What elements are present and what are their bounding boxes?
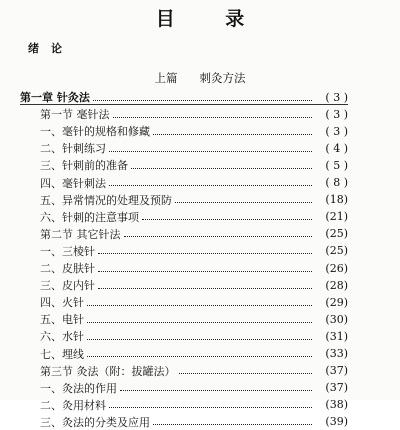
toc-entry[interactable]: [0, 192, 400, 208]
intro-heading: 绪论: [28, 42, 74, 55]
toc-leader-dots: [124, 236, 313, 237]
toc-leader-dots: [109, 151, 312, 152]
toc-entry[interactable]: [0, 157, 400, 173]
toc-entry-page: (25): [325, 244, 348, 258]
toc-entry[interactable]: [0, 294, 400, 310]
toc-entry-page: ( 8 ): [325, 176, 348, 189]
toc-entry[interactable]: [0, 106, 400, 122]
toc-entry-label: 一、灸法的作用: [40, 381, 117, 395]
toc-entry-page: (30): [325, 312, 348, 326]
toc-entry-page: (21): [325, 210, 348, 224]
toc-entry-page: (29): [325, 295, 348, 309]
toc-entry-page: ( 5 ): [325, 158, 348, 172]
toc-entry[interactable]: [0, 140, 400, 156]
toc-entry-label: 五、异常情况的处理及预防: [40, 193, 172, 207]
toc-leader-dots: [98, 271, 312, 272]
toc-entry-page: (33): [325, 347, 348, 360]
toc-leader-dots: [87, 305, 312, 306]
toc-leader-dots: [175, 202, 312, 203]
toc-entry-page: ( 4 ): [325, 141, 348, 155]
toc-leader-dots: [179, 373, 313, 374]
toc-leader-dots: [93, 100, 312, 101]
toc-entry[interactable]: [0, 260, 400, 276]
toc-entry[interactable]: [0, 175, 400, 191]
toc-entry[interactable]: [0, 311, 400, 327]
toc-entry-page: ( 3 ): [325, 107, 348, 121]
toc-entry-page: (18): [325, 193, 348, 207]
part-label: 上篇: [154, 71, 178, 85]
part-name: 刺灸方法: [199, 71, 246, 85]
toc-entry-label: 二、皮肤针: [40, 262, 95, 275]
toc-entry-page: ( 3 ): [325, 124, 348, 138]
toc-entry-label: 五、电针: [40, 313, 84, 327]
toc-entry-label: 第三节 灸法（附：拔罐法）: [40, 364, 176, 378]
toc-entry[interactable]: [0, 226, 400, 242]
toc-leader-dots: [153, 424, 312, 425]
part-heading: [0, 70, 400, 86]
toc-entry-label: 三、灸法的分类及应用: [40, 415, 150, 429]
toc-leader-dots: [131, 168, 312, 169]
toc-entry[interactable]: [0, 397, 400, 413]
toc-leader-dots: [87, 339, 312, 340]
toc-leader-dots: [98, 288, 312, 289]
toc-leader-dots: [109, 185, 312, 186]
toc-entry-label: 第一节 毫针法: [40, 108, 110, 122]
toc-leader-dots: [153, 134, 312, 135]
toc-entry[interactable]: [0, 123, 400, 139]
toc-entry-page: (28): [325, 278, 348, 292]
toc-entry-label: 一、毫针的规格和修藏: [40, 125, 150, 139]
toc-entry-label: 四、毫针刺法: [40, 176, 106, 190]
toc-entry[interactable]: [0, 363, 400, 379]
toc-entry-label: 六、针刺的注意事项: [40, 210, 139, 224]
toc-leader-dots: [87, 322, 312, 323]
toc-entry-page: (26): [325, 261, 348, 275]
toc-entry[interactable]: [0, 89, 400, 105]
toc-entry[interactable]: [0, 243, 400, 259]
toc-entry-label: 一、三棱针: [40, 244, 95, 258]
toc-entry[interactable]: [0, 209, 400, 225]
toc-entry-page: (25): [325, 227, 348, 241]
toc-leader-dots: [87, 356, 312, 357]
toc-entry-label: 四、火针: [40, 296, 84, 310]
toc-entry-label: 三、皮内针: [40, 279, 95, 293]
toc-leader-dots: [113, 117, 313, 118]
toc-entry-page: ( 3 ): [325, 90, 348, 104]
toc-entry-label: 三、针刺前的准备: [40, 159, 128, 173]
toc-entry-page: (37): [325, 364, 348, 378]
toc-entry-label: 二、灸用材料: [40, 398, 106, 412]
toc-leader-dots: [120, 390, 312, 391]
toc-entry-label: 六、水针: [40, 330, 84, 344]
toc-entry[interactable]: [0, 328, 400, 344]
toc-entry-page: (37): [325, 381, 348, 395]
toc-entry[interactable]: [0, 380, 400, 396]
toc-entry-label: 七、埋线: [40, 347, 84, 361]
toc-entry-label: 第二节 其它针法: [40, 227, 121, 241]
toc-entry-page: (31): [325, 329, 348, 343]
toc-entry[interactable]: [0, 277, 400, 293]
toc-entry[interactable]: [0, 346, 400, 362]
toc-entry-page: (38): [325, 398, 348, 412]
page-title: 目 录: [155, 8, 267, 30]
toc-entry-page: (39): [325, 415, 348, 429]
toc-entry[interactable]: [0, 414, 400, 430]
toc-leader-dots: [98, 253, 312, 254]
toc-entry-label: 第一章 针灸法: [20, 91, 90, 104]
toc-leader-dots: [142, 219, 312, 220]
toc-entry-label: 二、针刺练习: [40, 142, 106, 156]
toc-leader-dots: [109, 407, 312, 408]
